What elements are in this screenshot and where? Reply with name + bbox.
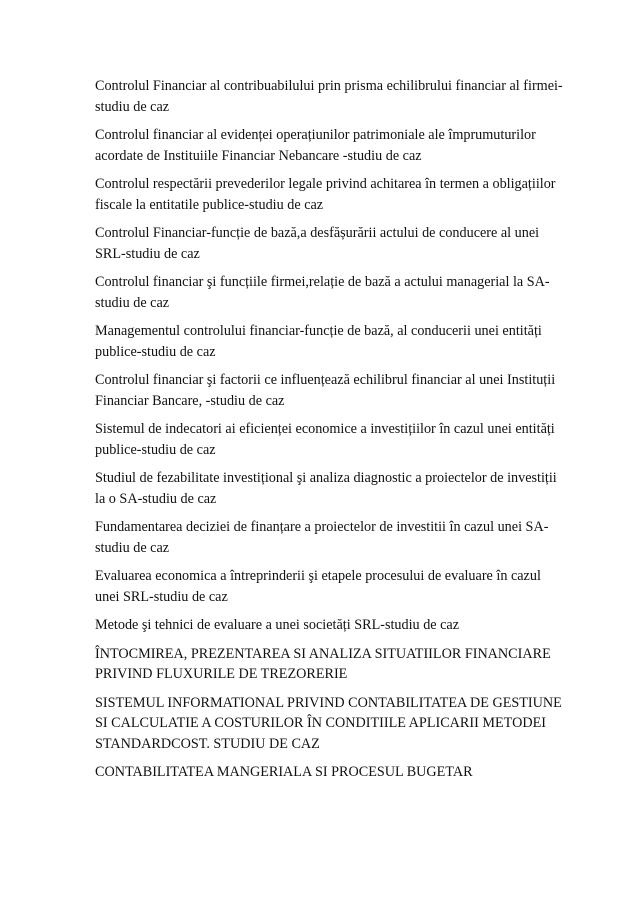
topic-item: Controlul Financiar al contribuabilului prin prisma echilibrului financiar al firmei-studiu de caz <box>95 78 563 115</box>
topic-item: ÎNTOCMIREA, PREZENTAREA SI ANALIZA SITUATIILOR FINANCIARE PRIVIND FLUXURILE DE TREZORERIE <box>95 645 551 682</box>
topic-item: Studiul de fezabilitate investițional şi analiza diagnostic a proiectelor de investiții la o SA-studiu de caz <box>95 470 557 507</box>
topic-list <box>95 76 565 791</box>
topic-item: SISTEMUL INFORMATIONAL PRIVIND CONTABILITATEA DE GESTIUNE SI CALCULATIE A COSTURILOR ÎN CONDITIILE APLICARII METODEI STANDARDCOST. STUDIU DE CAZ <box>95 694 562 752</box>
topic-item: Managementul controlului financiar-funcție de bază, al conducerii unei entități publice-studiu de caz <box>95 323 542 360</box>
topic-item: CONTABILITATEA MANGERIALA SI PROCESUL BUGETAR <box>95 764 473 780</box>
topic-item: Sistemul de indecatori ai eficienței economice a investițiilor în cazul unei entități publice-studiu de caz <box>95 421 555 458</box>
topic-item: Controlul financiar şi factorii ce influențează echilibrul financiar al unei Instituții Financiar Bancare, -studiu de caz <box>95 372 556 409</box>
topic-item: Evaluarea economica a întreprinderii şi etapele procesului de evaluare în cazul unei SRL-studiu de caz <box>95 568 541 605</box>
topic-item: Controlul financiar şi funcțiile firmei,relație de bază a actului managerial la SA-studiu de caz <box>95 274 550 311</box>
topic-item: Controlul Financiar-funcție de bază,a desfășurării actului de conducere al unei SRL-studiu de caz <box>95 225 540 262</box>
topic-item: Metode şi tehnici de evaluare a unei societăți SRL-studiu de caz <box>95 617 460 633</box>
topic-item: Fundamentarea deciziei de finanțare a proiectelor de investitii în cazul unei SA-studiu de caz <box>95 519 549 556</box>
topic-item: Controlul respectării prevederilor legale privind achitarea în termen a obligațiilor fiscale la entitatile publice-studiu de caz <box>95 176 556 213</box>
topic-item: Controlul financiar al evidenței operațiunilor patrimoniale ale împrumuturilor acordate de Instituiile Financiar Nebancare -studiu de caz <box>95 127 536 164</box>
